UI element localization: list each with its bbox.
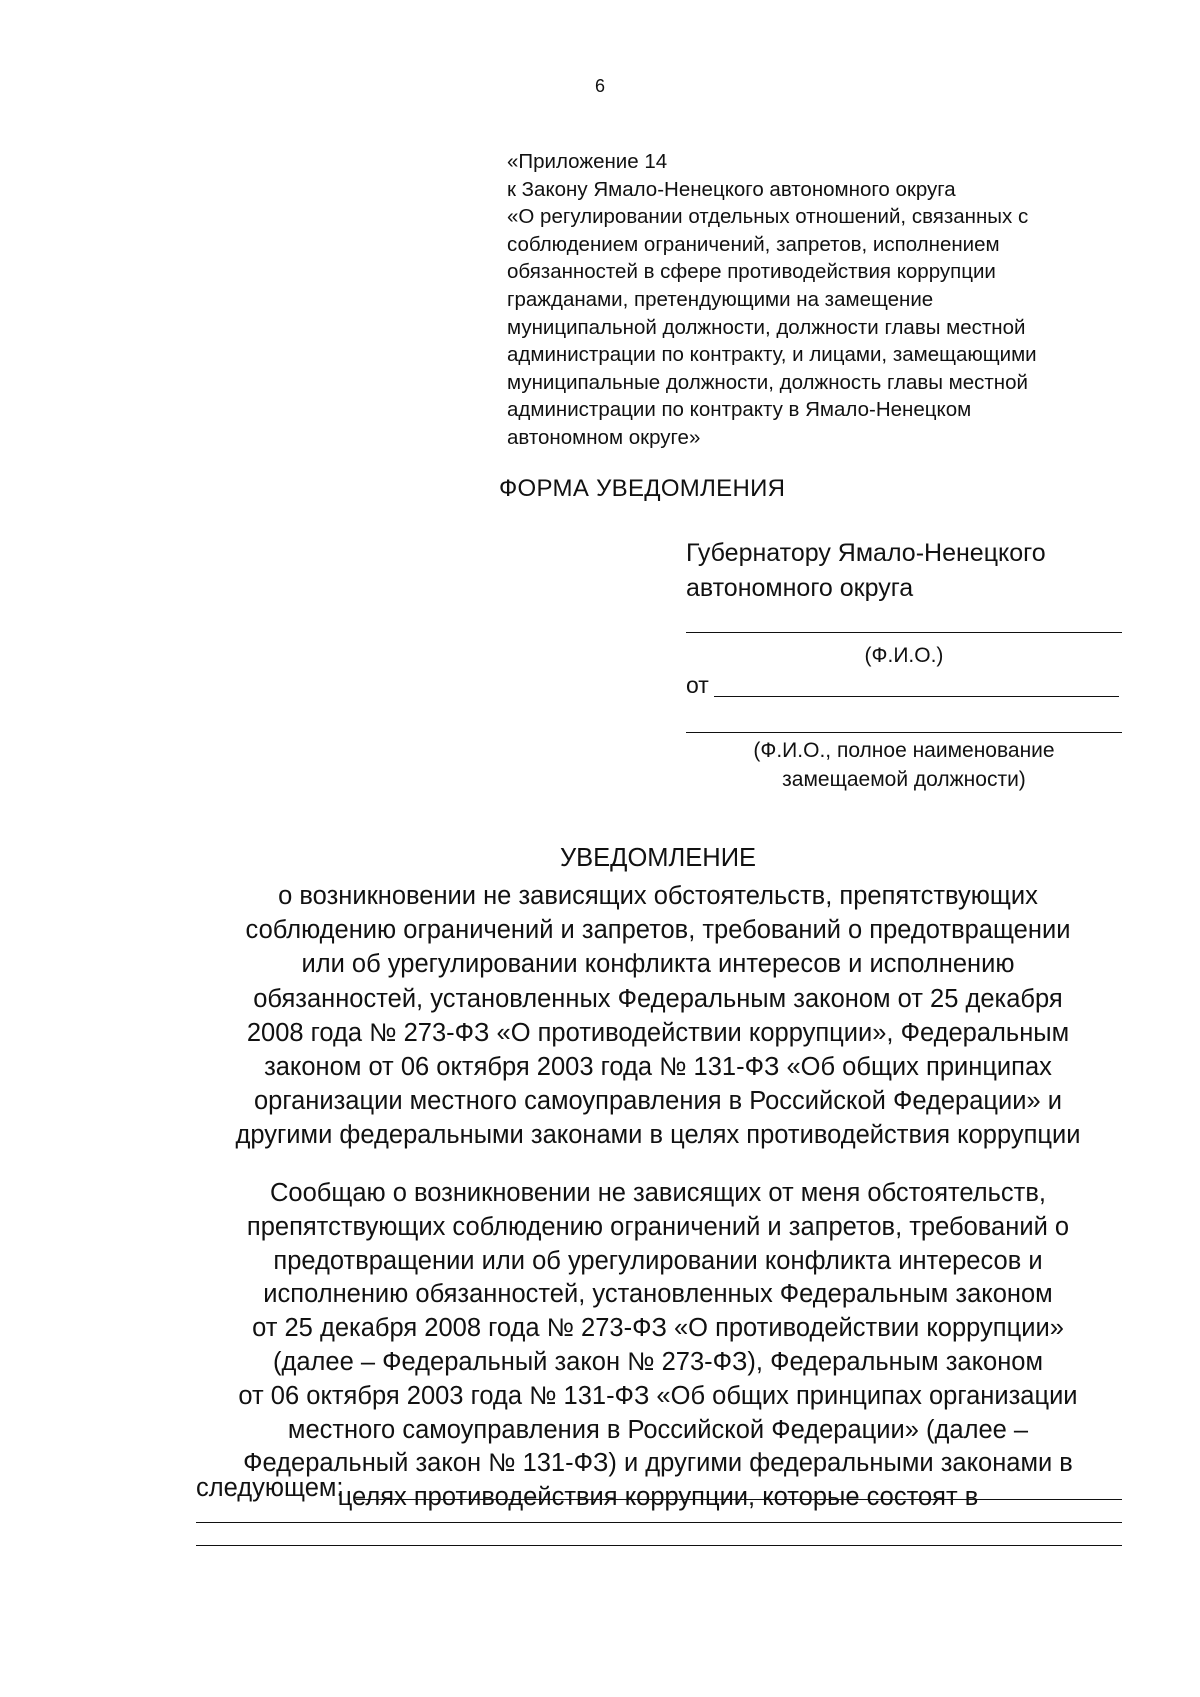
body-line: от 06 октября 2003 года № 131-ФЗ «Об общих принципах организации (238, 1381, 1078, 1410)
details-label: следующем: (196, 1474, 344, 1502)
addressee-line: автономного округа (686, 574, 914, 602)
notice-subtitle (150, 879, 1166, 1153)
appendix-header (507, 148, 1147, 452)
notice-subtitle-line: о возникновении не зависящих обстоятельств, препятствующих (278, 882, 1038, 910)
notice-title: УВЕДОМЛЕНИЕ (559, 844, 757, 872)
appendix-line: «Приложение 14 (507, 150, 668, 173)
body-line: от 25 декабря 2008 года № 273-ФЗ «О противодействии коррупции» (252, 1314, 1064, 1343)
addressee-block (686, 536, 1046, 606)
appendix-line: автономном округе» (507, 425, 701, 449)
appendix-line: администрации по контракту в Ямало-Ненецком (507, 398, 972, 422)
sender-caption-line: (Ф.И.О., полное наименование (753, 739, 1055, 762)
from-label: от (686, 672, 709, 698)
sender-blank[interactable] (714, 696, 1119, 697)
sender-blank-second[interactable] (686, 732, 1122, 733)
page-number: 6 (594, 76, 605, 96)
appendix-line: обязанностей в сфере противодействия коррупции (507, 260, 996, 284)
notice-subtitle-line: соблюдению ограничений и запретов, требований о предотвращении (245, 916, 1071, 945)
addressee-name-blank[interactable] (686, 632, 1122, 633)
addressee-line: Губернатору Ямало-Ненецкого (686, 539, 1046, 567)
sender-caption (686, 736, 1122, 794)
body-line: целях противодействия коррупции, которые состоят в (337, 1483, 979, 1512)
notice-subtitle-line: законом от 06 октября 2003 года № 131-ФЗ «Об общих принципах (264, 1053, 1052, 1082)
form-title: ФОРМА УВЕДОМЛЕНИЯ (499, 475, 786, 502)
appendix-line: гражданами, претендующими на замещение (507, 287, 934, 311)
appendix-line: «О регулировании отдельных отношений, связанных с (507, 205, 1029, 229)
body-line: препятствующих соблюдению ограничений и запретов, требований о (246, 1212, 1070, 1241)
notice-subtitle-line: другими федеральными законами в целях противодействия коррупции (235, 1121, 1081, 1150)
details-blank-2[interactable] (196, 1522, 1122, 1523)
notice-subtitle-line: обязанностей, установленных Федеральным законом от 25 декабря (253, 984, 1063, 1013)
details-blank-3[interactable] (196, 1545, 1122, 1546)
body-paragraph (150, 1177, 1166, 1515)
body-line: Сообщаю о возникновении не зависящих от меня обстоятельств, (269, 1179, 1046, 1207)
body-line: предотвращении или об урегулировании конфликта интересов и (273, 1246, 1043, 1275)
sender-caption-line: замещаемой должности) (782, 768, 1026, 791)
body-line: исполнению обязанностей, установленных Федеральным законом (263, 1280, 1053, 1309)
body-line: Федеральный закон № 131-ФЗ) и другими федеральными законами в (243, 1449, 1073, 1478)
body-line: местного самоуправления в Российской Федерации» (далее – (287, 1415, 1029, 1444)
appendix-line: к Закону Ямало-Ненецкого автономного округа (507, 177, 956, 201)
fio-caption: (Ф.И.О.) (864, 644, 944, 667)
appendix-line: соблюдением ограничений, запретов, исполнением (507, 232, 1000, 256)
notice-subtitle-line: организации местного самоуправления в Российской Федерации» и (253, 1087, 1063, 1116)
appendix-line: муниципальной должности, должности главы местной (507, 315, 1026, 339)
notice-subtitle-line: или об урегулировании конфликта интересов и исполнению (301, 950, 1015, 979)
appendix-line: муниципальные должности, должность главы местной (507, 370, 1028, 394)
body-line: (далее – Федеральный закон № 273-ФЗ), Федеральным законом (273, 1347, 1043, 1376)
details-blank-1[interactable] (356, 1499, 1122, 1500)
appendix-line: администрации по контракту, и лицами, замещающими (507, 343, 1037, 367)
notice-subtitle-line: 2008 года № 273-ФЗ «О противодействии коррупции», Федеральным (246, 1018, 1070, 1047)
